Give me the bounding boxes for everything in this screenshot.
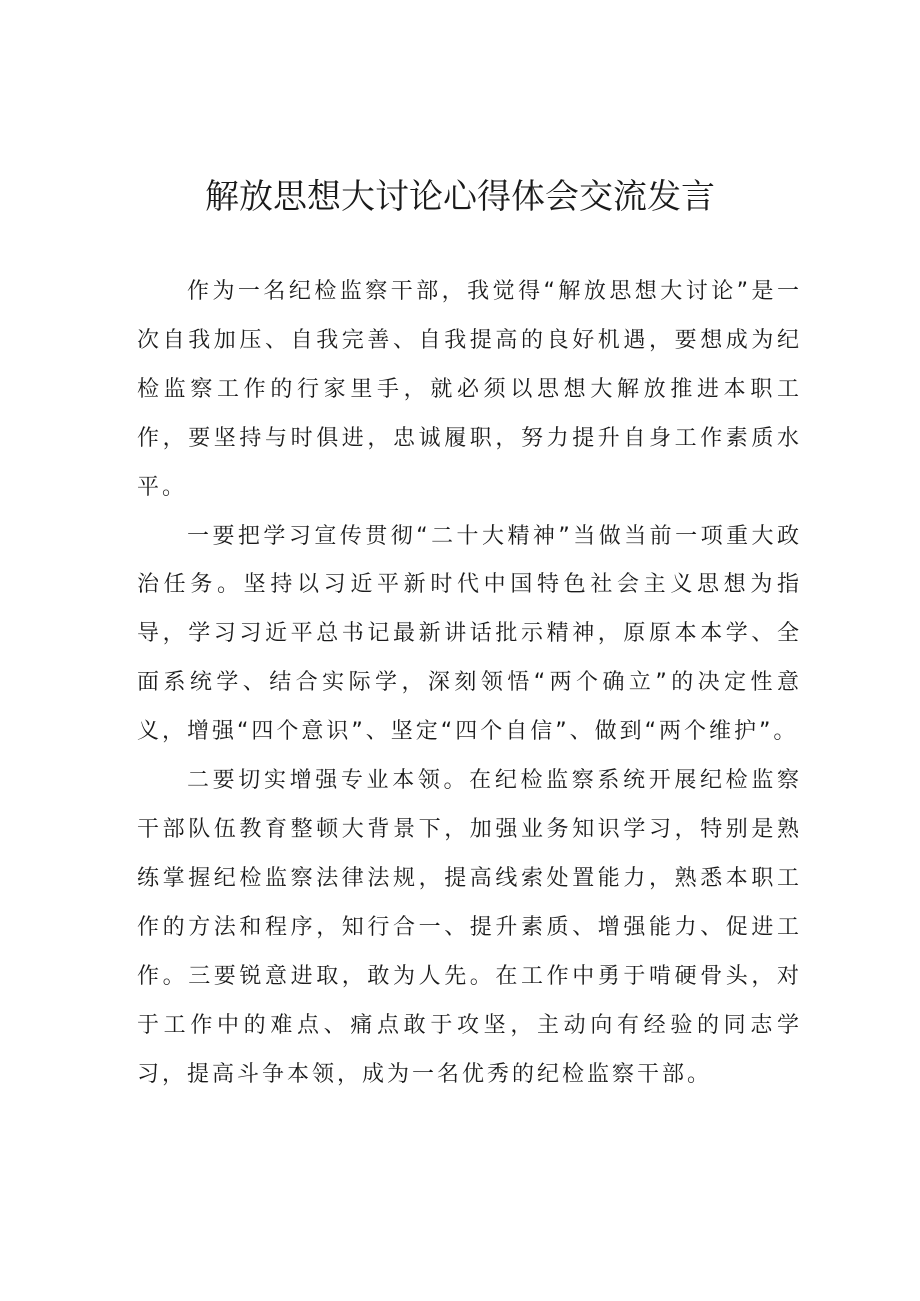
document-body (137, 268, 802, 1099)
document-title: 解放思想大讨论心得体会交流发言 (205, 177, 715, 217)
paragraph-intro: 作为一名纪检监察干部，我觉得“解放思想大讨论”是一次自我加压、自我完善、自我提高的良好机遇，要想成为纪检监察工作的行家里手，就必须以思想大解放推进本职工作，要坚持与时俱进，忠诚履职，努力提升自身工作素质水平。 (137, 279, 802, 500)
paragraph-professional-skills: 二要切实增强专业本领。在纪检监察系统开展纪检监察干部队伍教育整顿大背景下，加强业务知识学习，特别是熟练掌握纪检监察法律法规，提高线索处置能力，熟悉本职工作的方法和程序，知行合一、提升素质、增强能力、促进工作。三要锐意进取，敢为人先。在工作中勇于啃硬骨头，对于工作中的难点、痛点敢于攻坚，主动向有经验的同志学习，提高斗争本领，成为一名优秀的纪检监察干部。 (137, 768, 802, 1087)
paragraph-study-spirit: 一要把学习宣传贯彻“二十大精神”当做当前一项重大政治任务。坚持以习近平新时代中国特色社会主义思想为指导，学习习近平总书记最新讲话批示精神，原原本本学、全面系统学、结合实际学，深刻领悟“两个确立”的决定性意义，增强“四个意识”、坚定“四个自信”、做到“两个维护”。 (137, 523, 802, 745)
